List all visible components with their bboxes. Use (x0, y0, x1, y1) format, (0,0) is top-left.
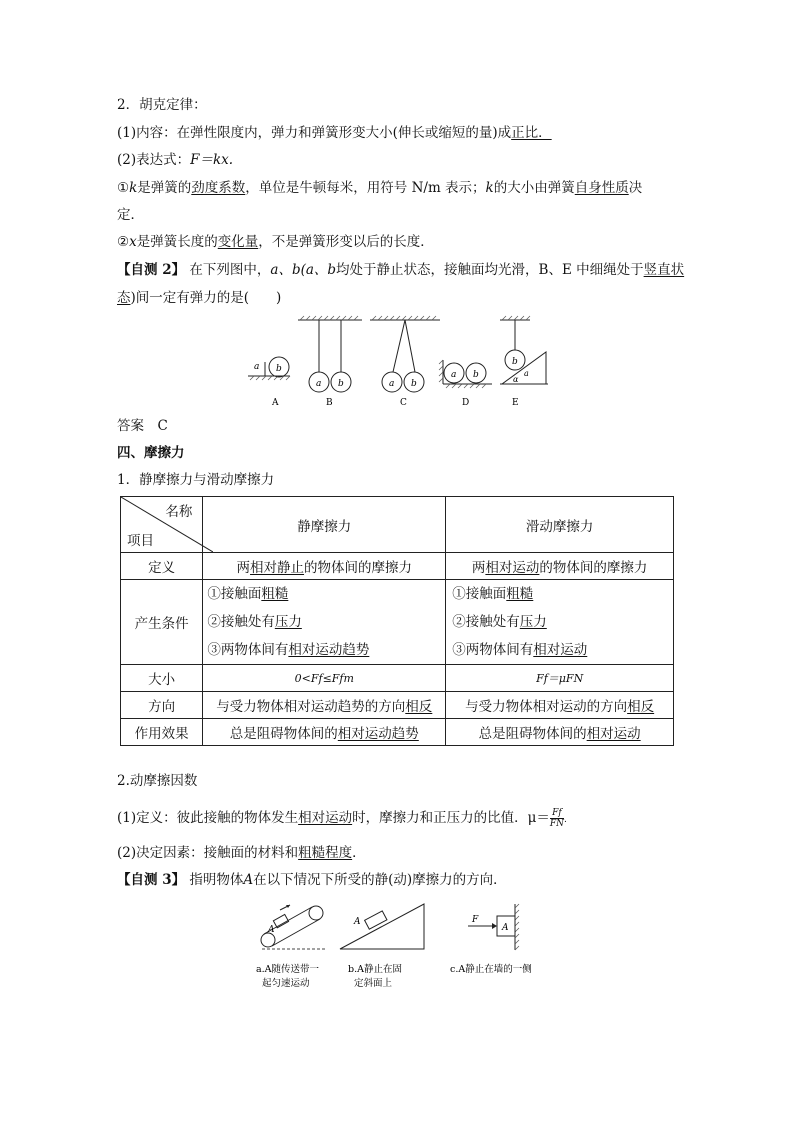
hooke-expression: (2)表达式：F＝kx. (117, 152, 234, 168)
ball-label-a: a (316, 379, 322, 389)
ball-label-b: b (473, 370, 479, 380)
figure-label-a: A (272, 398, 279, 408)
cell-size-static: 0<Ff≤Ffm (203, 665, 446, 692)
hooke-k-line: ①k是弹簧的劲度系数，单位是牛顿每米，用符号 N/m 表示；k的大小由弹簧自身性质决 (117, 180, 643, 196)
table-corner-cell (121, 497, 203, 553)
figure-label-e: E (512, 398, 519, 408)
blank-change: 变化量 (217, 234, 259, 250)
ball-label-a: a (389, 379, 395, 389)
corner-top-label: 名称 (165, 504, 193, 520)
figure-e (500, 316, 548, 408)
figure-wall (450, 904, 532, 975)
coefficient-definition: (1)定义：彼此接触的物体发生相对运动时，摩擦力和正压力的比值．μ＝ $\frac{Ff}{FN}$ . (117, 808, 567, 829)
caption-b-line1: b.A静止在固 (348, 964, 402, 975)
ball-label-a: a (254, 362, 260, 372)
cell-def-sliding: 两相对运动的物体间的摩擦力 (446, 553, 674, 580)
caption-c: c.A静止在墙的一侧 (450, 964, 532, 975)
corner-bottom-label: 项目 (127, 533, 154, 549)
block-label-a: A (502, 923, 509, 933)
force-label-f: F (472, 915, 479, 925)
blank-vertical: 竖直状 (643, 262, 685, 278)
blank-proportional: 正比． (511, 125, 552, 141)
test2-figures (240, 312, 550, 412)
row-label-conditions: 产生条件 (121, 580, 203, 665)
friction-sub2: 2.动摩擦因数 (117, 773, 198, 789)
figure-c (370, 316, 440, 408)
cell-effect-static: 总是阻碍物体间的相对运动趋势 (203, 719, 446, 746)
cell-dir-static: 与受力物体相对运动趋势的方向相反 (203, 692, 446, 719)
test3-question: 【自测 3】 指明物体A在以下情况下所受的静(动)摩擦力的方向． (117, 872, 507, 888)
block-label-a: A (268, 925, 275, 935)
test2-tag: 【自测 2】 (117, 262, 186, 278)
ball-label-b: b (512, 357, 518, 367)
hooke-k-line-cont: 定． (117, 207, 144, 223)
row-size (121, 665, 674, 692)
ball-label-b: b (338, 379, 344, 389)
block-a-incline (365, 911, 387, 929)
row-label-definition: 定义 (121, 553, 203, 580)
figure-label-d: D (462, 398, 470, 408)
cell-cond-static: ①接触面粗糙 ②接触处有压力 ③两物体间有相对运动趋势 (203, 580, 446, 665)
figure-d (439, 360, 492, 408)
cell-cond-sliding: ①接触面粗糙 ②接触处有压力 ③两物体间有相对运动 (446, 580, 674, 665)
ball-label-a: a (451, 370, 457, 380)
test2-answer: 答案 C (117, 418, 168, 434)
figure-b (298, 316, 362, 408)
row-direction (121, 692, 674, 719)
test3-figures (250, 900, 560, 995)
column-sliding: 滑动摩擦力 (446, 497, 674, 553)
figure-label-c: C (400, 398, 407, 408)
wedge-label-a: a (524, 369, 529, 378)
caption-b-line2: 定斜面上 (354, 978, 393, 989)
caption-a-line1: a.A随传送带一 (256, 964, 320, 975)
cell-effect-sliding: 总是阻碍物体间的相对运动 (446, 719, 674, 746)
row-label-size: 大小 (121, 665, 203, 692)
friction-table (120, 496, 674, 746)
friction-sub1: 1．静摩擦力与滑动摩擦力 (117, 472, 275, 488)
row-effect (121, 719, 674, 746)
test2-question-cont: 态)间一定有弹力的是( ) (117, 290, 282, 306)
blank-stiffness: 劲度系数 (191, 180, 246, 196)
coefficient-factors: (2)决定因素：接触面的材料和粗糙程度． (117, 845, 366, 861)
test2-question: 【自测 2】 在下列图中，a、b(a、b均处于静止状态，接触面均光滑，B、E 中细绳处于竖直状 (117, 262, 685, 278)
cell-size-sliding: Ff＝μFN (446, 665, 674, 692)
figure-conveyor (256, 905, 326, 989)
row-conditions (121, 580, 674, 665)
blank-self-property: 自身性质 (574, 180, 629, 196)
hooke-heading: 2．胡克定律： (117, 97, 207, 113)
column-static: 静摩擦力 (203, 497, 446, 553)
cell-def-static: 两相对静止的物体间的摩擦力 (203, 553, 446, 580)
hooke-formula: F＝kx. (190, 152, 234, 168)
ball-label-b: b (276, 364, 282, 374)
cell-dir-sliding: 与受力物体相对运动的方向相反 (446, 692, 674, 719)
hooke-content: (1)内容：在弹性限度内，弹力和弹簧形变大小(伸长或缩短的量)成正比． (117, 125, 552, 141)
figure-label-b: B (326, 398, 333, 408)
figure-incline (340, 904, 424, 989)
test3-tag: 【自测 3】 (117, 872, 186, 888)
caption-a-line2: 起匀速运动 (262, 978, 310, 989)
angle-alpha: α (513, 375, 519, 384)
block-label-a: A (354, 917, 361, 927)
hooke-x-line: ②x是弹簧长度的变化量，不是弹簧形变以后的长度． (117, 234, 434, 250)
row-label-effect: 作用效果 (121, 719, 203, 746)
section-friction-heading: 四、摩擦力 (117, 445, 185, 461)
table-header-row (121, 497, 674, 553)
row-label-direction: 方向 (121, 692, 203, 719)
ball-label-b: b (411, 379, 417, 389)
figure-a (248, 357, 290, 408)
mu-fraction: $\frac{Ff}{FN}$ (549, 808, 565, 829)
row-definition (121, 553, 674, 580)
